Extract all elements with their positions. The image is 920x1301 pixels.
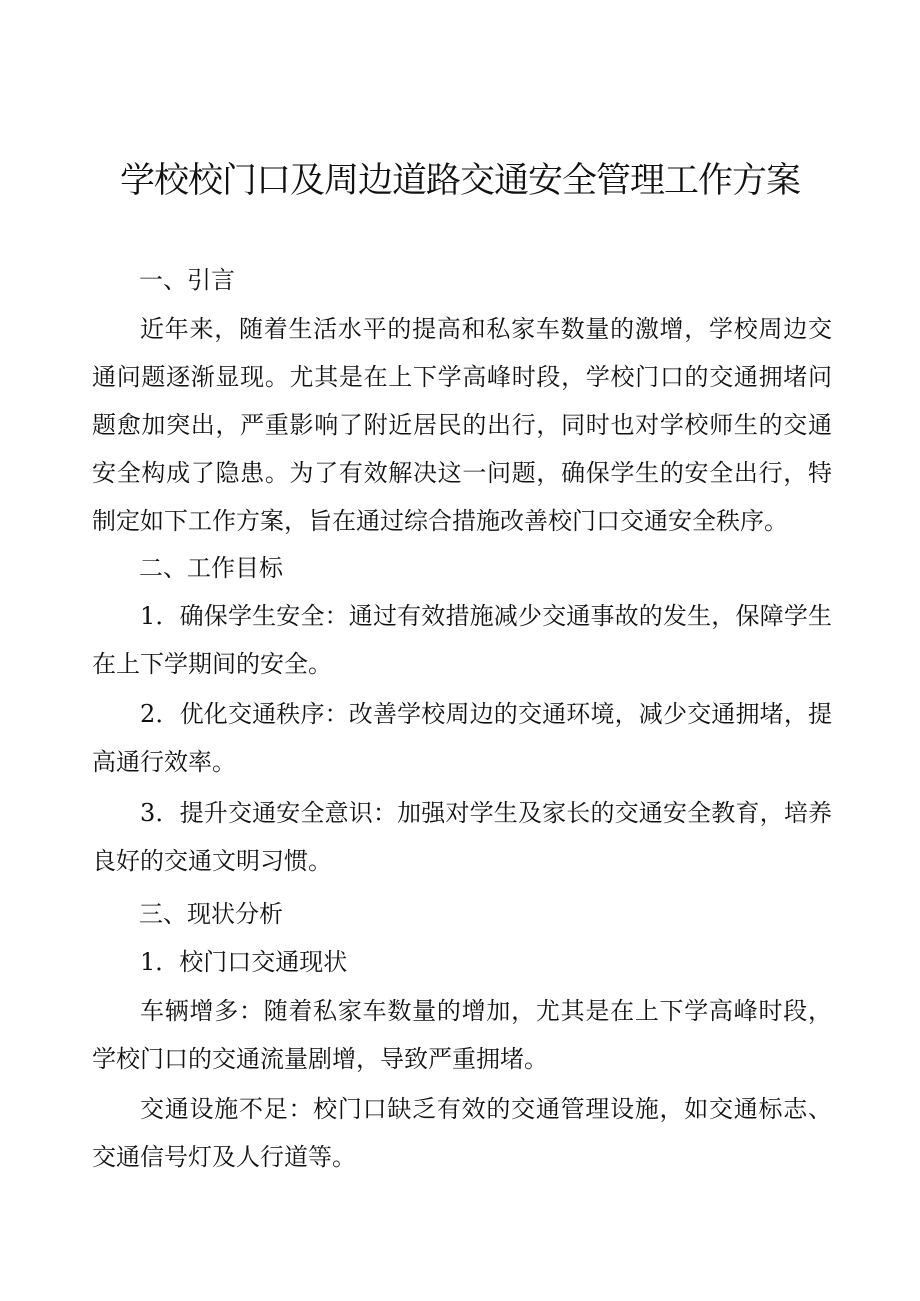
- paragraph-goal-2: 2．优化交通秩序：改善学校周边的交通环境，减少交通拥堵，提高通行效率。: [92, 700, 832, 776]
- paragraph-vehicles: 车辆增多：随着私家车数量的增加，尤其是在上下学高峰时段，学校门口的交通流量剧增，导致严重拥堵。: [92, 997, 832, 1073]
- section-heading-intro: 一、引言: [139, 266, 235, 294]
- paragraph-goal-3: 3．提升交通安全意识：加强对学生及家长的交通安全教育，培养良好的交通文明习惯。: [92, 799, 832, 875]
- subheading-gate-status: 1．校门口交通现状: [140, 948, 348, 976]
- paragraph-goal-1: 1．确保学生安全：通过有效措施减少交通事故的发生，保障学生在上下学期间的安全。: [92, 602, 832, 678]
- section-heading-goals: 二、工作目标: [139, 554, 283, 582]
- section-heading-analysis: 三、现状分析: [139, 900, 283, 928]
- paragraph-facilities: 交通设施不足：校门口缺乏有效的交通管理设施，如交通标志、交通信号灯及人行道等。: [92, 1095, 832, 1171]
- document-title: 学校校门口及周边道路交通安全管理工作方案: [119, 161, 800, 201]
- paragraph-intro: 近年来，随着生活水平的提高和私家车数量的激增，学校周边交通问题逐渐显现。尤其是在上下学高峰时段，学校门口的交通拥堵问题愈加突出，严重影响了附近居民的出行，同时也对学校师生的交通安全构成了隐患。为了有效解决这一问题，确保学生的安全出行，特制定如下工作方案，旨在通过综合措施改善校门口交通安全秩序。: [92, 315, 832, 535]
